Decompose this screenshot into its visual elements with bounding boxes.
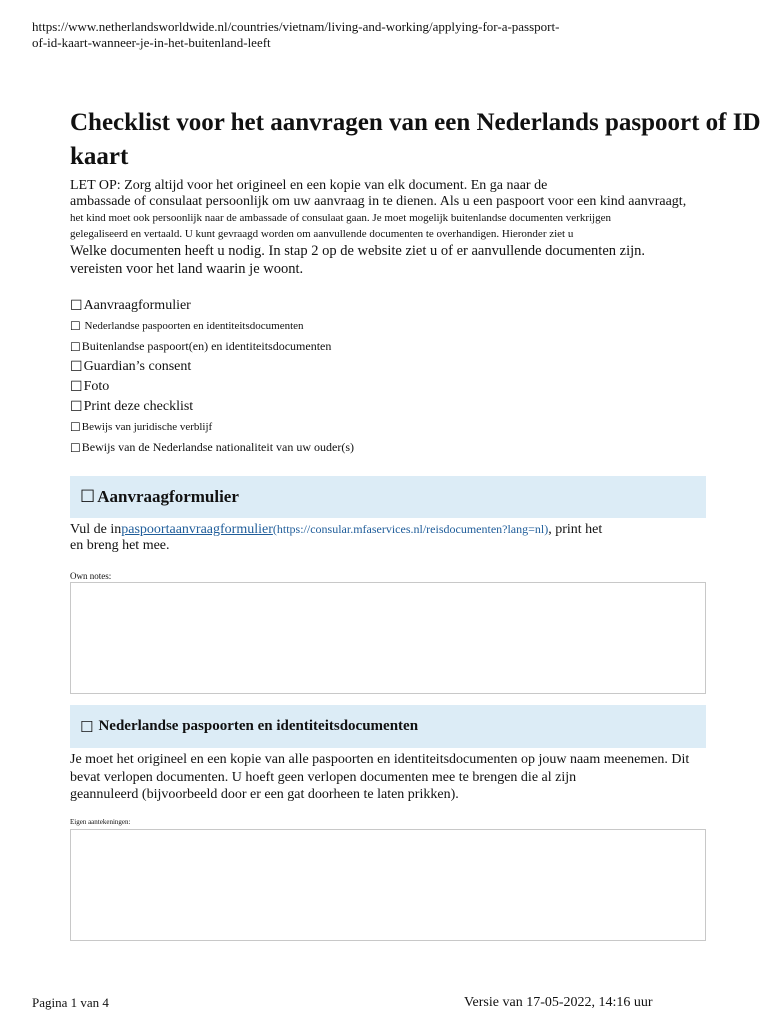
checklist-item[interactable] [70,336,670,357]
notes-field[interactable] [70,829,706,941]
section-title: Nederlandse paspoorten en identiteitsdocumenten [98,718,419,734]
checkbox-icon[interactable]: ☐ [70,359,83,375]
checkbox-icon[interactable]: ☐ [80,487,96,507]
intro-line: vereisten voor het land waarin je woont. [70,261,304,277]
checklist-item[interactable] [70,417,670,437]
checklist-item-label: Print deze checklist [83,399,194,414]
checklist-item-label: Foto [83,379,110,394]
notes-label: Eigen aantekeningen: [70,818,131,826]
checklist-item-label: Aanvraagformulier [83,298,191,313]
checklist-item[interactable] [70,296,670,316]
passport-form-url[interactable]: (https://consular.mfaservices.nl/reisdocumenten?lang=nl) [272,522,549,536]
checklist-item-label: Nederlandse paspoorten en identiteitsdocumenten [81,320,304,332]
checklist-item-label: Guardian’s consent [83,359,192,374]
intro-line: gelegaliseerd en vertaald. U kunt gevraagd worden om aanvullende documenten te overhandigen. Hieronder ziet u [70,228,574,240]
paragraph-line: geannuleerd (bijvoorbeeld door er een gat doorheen te laten prikken). [70,787,459,802]
checklist-item[interactable] [70,377,670,397]
checkbox-icon[interactable]: ☐ [70,420,81,434]
checklist-item-label: Bewijs van juridische verblijf [81,421,213,433]
checklist-item[interactable] [70,437,670,458]
intro-line: ambassade of consulaat persoonlijk om uw aanvraag in te dienen. Als u een paspoort voor een kind aanvraagt, [70,194,687,209]
checklist-item[interactable] [70,316,670,336]
source-url-line-1: https://www.netherlandsworldwide.nl/countries/vietnam/living-and-working/applying-for-a-passport- [32,19,560,34]
checklist-item[interactable] [70,357,670,377]
intro-line: Welke documenten heeft u nodig. In stap 2 op de website ziet u of er aanvullende documenten zijn. [70,243,646,259]
page-title [70,106,768,174]
instruction-text: Vul de in [70,522,122,537]
checkbox-icon[interactable]: ☐ [70,399,83,415]
paragraph-line: bevat verlopen documenten. U hoeft geen verlopen documenten mee te brengen die al zijn [70,769,577,785]
page-number: Pagina 1 van 4 [32,995,109,1010]
checkbox-icon[interactable]: ☐ [70,319,81,333]
source-url[interactable] [32,19,692,51]
version-stamp: Versie van 17-05-2022, 14:16 uur [464,995,653,1010]
section-header-nederlandse-paspoorten [70,705,706,748]
notes-label: Own notes: [70,571,112,581]
page-title-line-1: Checklist voor het aanvragen van een Nederlands paspoort of ID [70,109,761,136]
instruction-text: en breng het mee. [70,538,170,553]
checkbox-icon[interactable]: ☐ [70,379,83,395]
intro-notice [70,178,740,278]
checkbox-icon[interactable]: ☐ [70,298,83,314]
section-text [70,521,710,554]
intro-line: het kind moet ook persoonlijk naar de ambassade of consulaat gaan. Je moet mogelijk buitenlandse documenten verkrijgen [70,212,611,224]
document-checklist [70,296,670,458]
paragraph-line: Je moet het origineel en een kopie van alle paspoorten en identiteitsdocumenten op jouw naam meenemen. Dit [70,752,690,767]
passport-form-link[interactable]: paspoortaanvraagformulier [121,522,273,537]
notes-field[interactable] [70,582,706,694]
source-url-line-2: of-id-kaart-wanneer-je-in-het-buitenland-leeft [32,35,271,50]
checkbox-icon[interactable]: ☐ [80,717,94,736]
page-title-line-2: kaart [70,143,129,170]
checkbox-icon[interactable]: ☐ [70,440,81,455]
intro-line: LET OP: Zorg altijd voor het origineel en een kopie van elk document. En ga naar de [70,178,548,193]
checkbox-icon[interactable]: ☐ [70,339,81,354]
checklist-item-label: Buitenlandse paspoort(en) en identiteitsdocumenten [81,339,332,353]
section-header-aanvraagformulier [70,476,706,518]
checklist-item[interactable] [70,397,670,417]
section-title: Aanvraagformulier [97,487,239,506]
instruction-text: , print het [548,522,603,537]
section-text [70,751,730,804]
checklist-item-label: Bewijs van de Nederlandse nationaliteit van uw ouder(s) [81,440,355,454]
